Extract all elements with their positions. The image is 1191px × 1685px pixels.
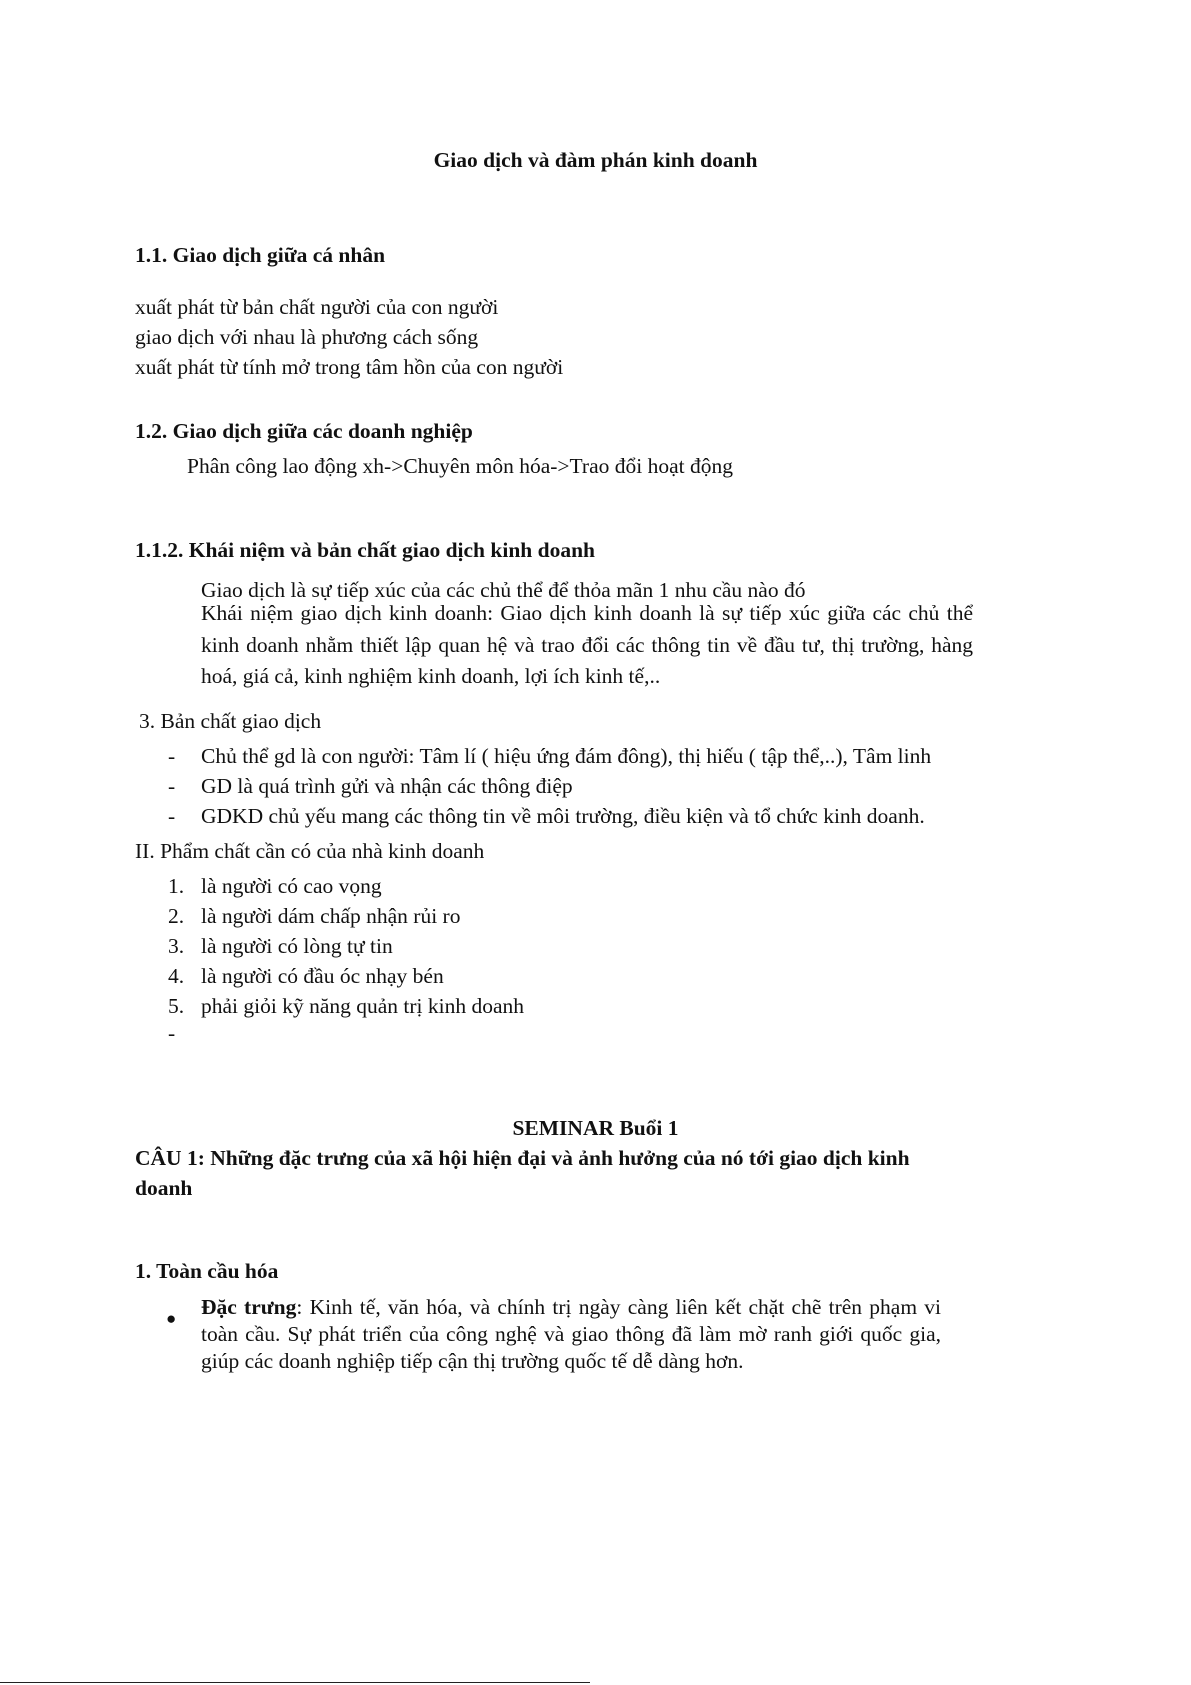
list-number: 1. [168,874,185,898]
section-heading-II: II. Phẩm chất cần có của nhà kinh doanh [135,839,485,863]
list-item: GD là quá trình gửi và nhận các thông điệp [201,774,573,798]
list-item: Chủ thể gd là con người: Tâm lí ( hiệu ứng đám đông), thị hiếu ( tập thể,..), Tâm linh [201,744,932,768]
definition-paragraph: Khái niệm giao dịch kinh doanh: Giao dịch kinh doanh là sự tiếp xúc giữa các chủ thể kinh doanh nhằm thiết lập quan hệ và trao đổi các thông tin về đầu tư, thị trường, hàng hoá, giá cả, kinh nghiệm kinh doanh, lợi ích kinh tế,.. [201,601,973,688]
list-number: 2. [168,904,185,928]
section-heading-1-1: 1.1. Giao dịch giữa cá nhân [135,243,386,267]
dash-marker: - [168,744,176,768]
seminar-title: SEMINAR Buổi 1 [512,1116,679,1140]
section-heading-3: 3. Bản chất giao dịch [139,709,322,733]
list-number: 5. [168,994,185,1018]
text-line: giao dịch với nhau là phương cách sống [135,325,479,349]
list-item: phải giỏi kỹ năng quản trị kinh doanh [201,994,525,1018]
dash-marker: - [168,1021,176,1045]
text-line: xuất phát từ tính mở trong tâm hồn của con người [135,355,564,379]
section-heading-1-1-2: 1.1.2. Khái niệm và bản chất giao dịch kinh doanh [135,538,595,562]
bullet-label: Đặc trưng [201,1295,297,1319]
list-number: 3. [168,934,185,958]
document-title: Giao dịch và đàm phán kinh doanh [433,148,758,172]
section-heading-globalization: 1. Toàn cầu hóa [135,1259,279,1283]
text-line: Phân công lao động xh->Chuyên môn hóa->Trao đổi hoạt động [187,454,733,478]
list-number: 4. [168,964,185,988]
question-heading: CÂU 1: Những đặc trưng của xã hội hiện đại và ảnh hưởng của nó tới giao dịch kinh [135,1146,910,1170]
list-item: là người dám chấp nhận rủi ro [201,904,461,928]
list-item: là người có đầu óc nhạy bén [201,964,444,988]
page-bottom-rule [0,1682,590,1683]
text-line: xuất phát từ bản chất người của con người [135,295,499,319]
question-heading-cont: doanh [135,1176,193,1200]
list-item: là người có lòng tự tin [201,934,393,958]
list-item: là người có cao vọng [201,874,382,898]
bullet-text: : Kinh tế, văn hóa, và chính trị ngày càng liên kết chặt chẽ trên phạm vi toàn cầu. Sự phát triển của công nghệ và giao thông đã làm mờ ranh giới quốc gia, giúp các doanh nghiệp tiếp cận thị trường quốc tế dễ dàng hơn. [201,1295,941,1373]
section-heading-1-2: 1.2. Giao dịch giữa các doanh nghiệp [135,419,473,443]
list-item: GDKD chủ yếu mang các thông tin về môi trường, điều kiện và tổ chức kinh doanh. [201,804,925,828]
bullet-icon: ● [166,1309,177,1328]
dash-marker: - [168,804,176,828]
text-line: Giao dịch là sự tiếp xúc của các chủ thể để thỏa mãn 1 nhu cầu nào đó [201,578,806,602]
bullet-paragraph [201,1294,941,1375]
dash-marker: - [168,774,176,798]
